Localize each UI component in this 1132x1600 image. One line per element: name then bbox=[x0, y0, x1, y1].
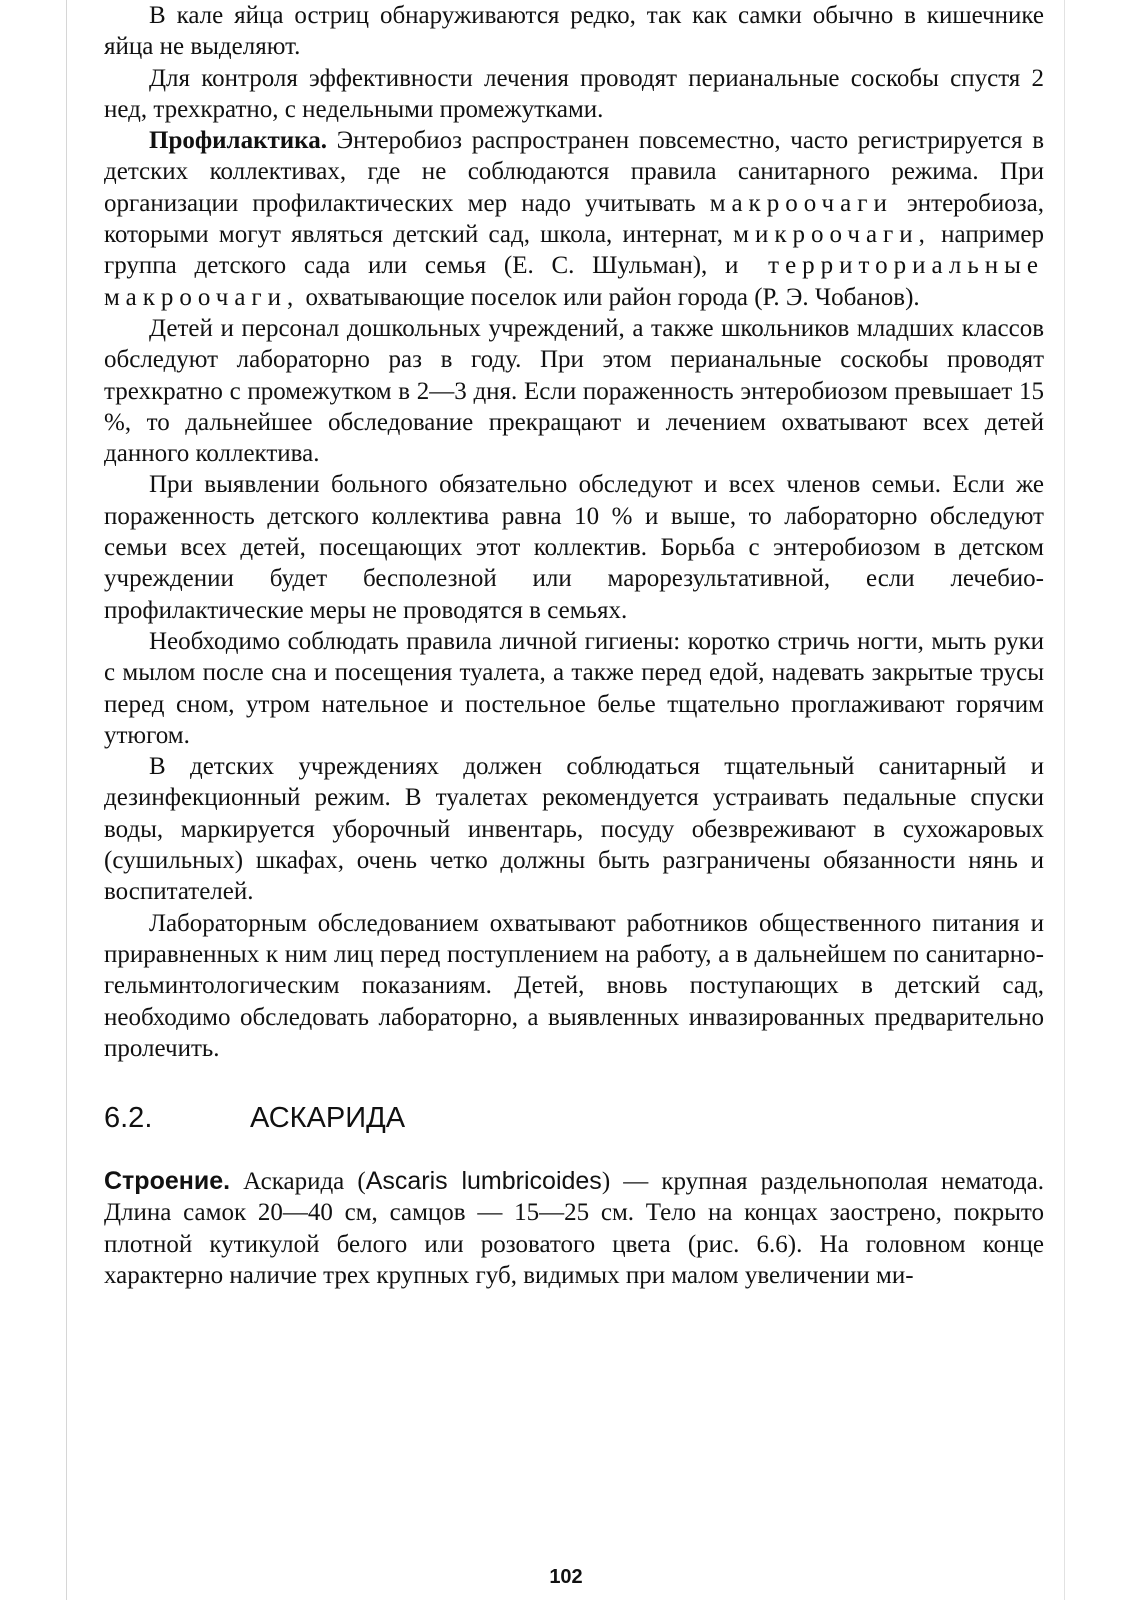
paragraph-personal-hygiene: Необходимо соблюдать правила личной гигиены: коротко стричь ногти, мыть руки с мылом после сна и посещения туалета, а также перед едой, надевать закрытые трусы перед сном, утром нательное и постельное белье тщательно проглаживают горячим утюгом. bbox=[104, 627, 1044, 749]
spaced-term-micro-foci: микроочаги, bbox=[733, 221, 931, 249]
section-number: 6.2. bbox=[104, 1102, 153, 1135]
spaced-term-macro-foci: макроочаги bbox=[709, 189, 893, 217]
latin-name: Ascaris lumbricoides bbox=[365, 1167, 602, 1196]
page-left-edge bbox=[66, 0, 67, 1600]
page-number: 102 bbox=[549, 1566, 583, 1588]
spaced-term-territorial-foci: и территориальные макроочаги, bbox=[104, 252, 1044, 311]
paragraph-lab-screening: Лабораторным обследованием охватывают работников общественного питания и приравненных к ним лиц перед поступлением на работу, а в дальнейшем по санитарно-гельминтологическим показаниям. Детей, вновь поступающих в детский сад, необходимо обследовать лабораторно, а выявленных инвазированных предварительно пролечить. bbox=[104, 909, 1044, 1062]
paragraph-prevention bbox=[104, 125, 1044, 313]
section-heading bbox=[104, 1100, 1044, 1136]
text-run: Аскарида ( bbox=[230, 1168, 366, 1196]
text-run: например группа детского сада или семья (Е. С. Шульман), bbox=[104, 221, 1044, 280]
page-right-edge bbox=[1064, 0, 1065, 1600]
page-body bbox=[104, 0, 1044, 1291]
text-run: энтеробиоза, которыми могут являться детский сад, школа, интернат, bbox=[104, 189, 1044, 249]
paragraph-lead-structure: Строение. bbox=[104, 1167, 231, 1196]
section-title: АСКАРИДА bbox=[250, 1102, 406, 1135]
paragraph-sanitary-regime: В детских учреждениях должен соблюдаться тщательный санитарный и дезинфекционный режим. В туалетах рекомендуется устраивать педальные спуски воды, маркируется уборочный инвентарь, посуду обезвреживают в сухожаровых (сушильных) шкафах, очень четко должны быть разграничены обязанности нянь и воспитателей. bbox=[104, 753, 1044, 906]
paragraph-lead-prevention: Профилактика. bbox=[149, 127, 327, 155]
text-run: охватывающие поселок или район города (Р. Э. Чобанов). bbox=[299, 283, 920, 311]
paragraph-preschool-screening: Детей и персонал дошкольных учреждений, а также школьников младших классов обследуют лабораторно раз в году. При этом перианальные соскобы проводят трехкратно с промежутком в 2—3 дня. Если пораженность энтеробиозом превышает 15 %, то дальнейшее обследование прекращают и лечением охватывают всех детей данного коллектива. bbox=[104, 314, 1044, 468]
paragraph-eggs-in-feces: В кале яйца остриц обнаруживаются редко, так как самки обычно в кишечнике яйца не выделяют. bbox=[104, 2, 1044, 61]
paragraph-family-screening: При выявлении больного обязательно обследуют и всех членов семьи. Если же пораженность детского коллектива равна 10 % и выше, то лабораторно обследуют семьи всех детей, посещающих этот коллектив. Борьба с энтеробиозом в детском учреждении будет бесполезной или марорезультативной, если лечебио-профилактические меры не проводятся в семьях. bbox=[104, 471, 1044, 624]
text-run: ) — крупная раздельнополая нематода. Длина самок 20—40 см, самцов — 15—25 см. Тело на концах заострено, покрыто плотной кутикулой белого или розоватого цвета (рис. 6.6). На головном конце характерно наличие трех крупных губ, видимых при малом увеличении ми- bbox=[104, 1168, 1044, 1289]
paragraph-structure bbox=[104, 1166, 1044, 1291]
text-run: Энтеробиоз распространен повсеместно, часто регистрируется в детских коллективах, где не соблюдаются правила санитарного режима. При организации профилактических мер надо учитывать bbox=[104, 127, 1044, 217]
paragraph-treatment-control: Для контроля эффективности лечения проводят перианальные соскобы спустя 2 нед, трехкратно, с недельными промежутками. bbox=[104, 64, 1044, 123]
